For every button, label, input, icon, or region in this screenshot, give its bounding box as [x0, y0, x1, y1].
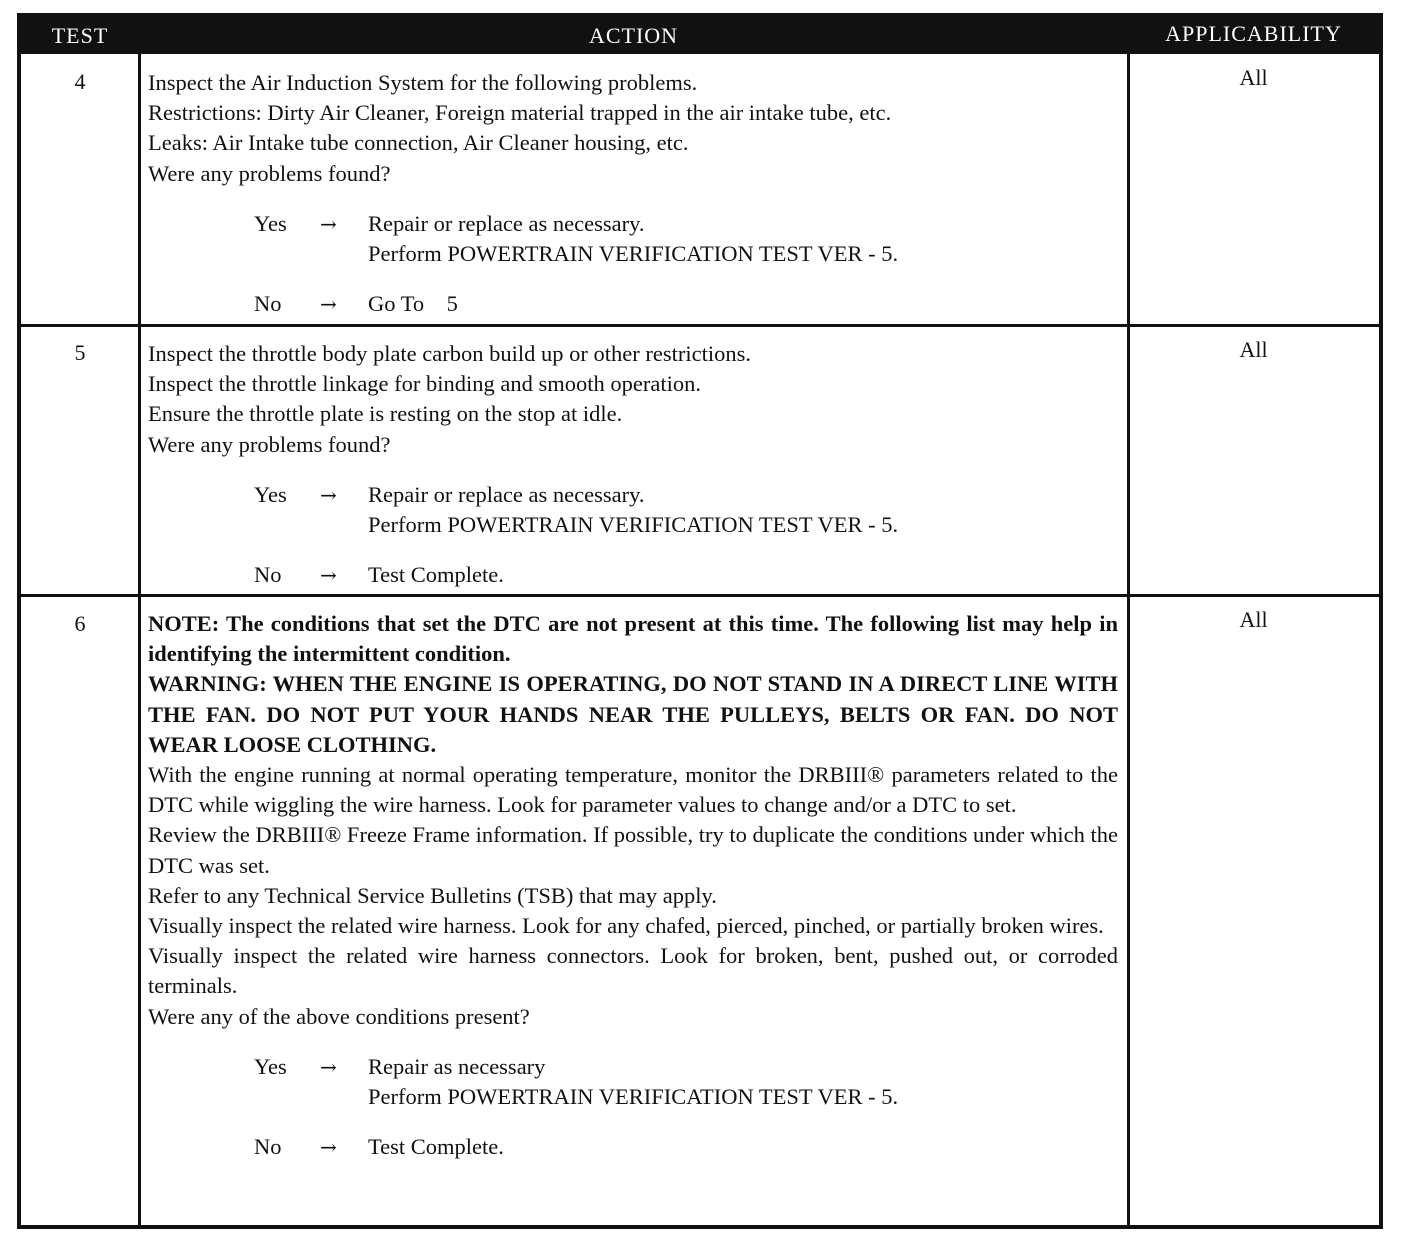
- yes-outcome-continued: [254, 1082, 1118, 1112]
- yes-action-text: Repair or replace as necessary.: [368, 210, 645, 236]
- yes-outcome: [254, 480, 1118, 510]
- action-line: Were any problems found?: [148, 160, 391, 186]
- arrow-right-icon: →: [320, 1134, 337, 1159]
- no-label: No: [254, 561, 282, 587]
- no-action-text: Test Complete.: [368, 561, 504, 587]
- verification-test-text: Perform POWERTRAIN VERIFICATION TEST VER - 5.: [368, 511, 899, 537]
- no-outcome: [254, 289, 1118, 319]
- test-number: 5: [74, 340, 86, 365]
- no-label: No: [254, 290, 282, 316]
- header-applicability: APPLICABILITY: [1165, 21, 1342, 46]
- table-row-test-4: [21, 54, 1379, 325]
- test-number: 4: [74, 69, 86, 94]
- action-line: Inspect the throttle linkage for binding and smooth operation.: [148, 371, 701, 397]
- arrow-right-icon: →: [320, 1054, 337, 1079]
- yes-outcome: [254, 209, 1118, 239]
- verification-test-text: Perform POWERTRAIN VERIFICATION TEST VER - 5.: [368, 1083, 899, 1109]
- action-line: Leaks: Air Intake tube connection, Air Cleaner housing, etc.: [148, 130, 689, 156]
- header-action: ACTION: [588, 23, 679, 48]
- yes-label: Yes: [254, 481, 287, 507]
- yes-outcome: [254, 1052, 1118, 1082]
- applicability-value: All: [1239, 65, 1268, 90]
- action-line: Inspect the Air Induction System for the following problems.: [148, 70, 698, 95]
- note-text: NOTE: The conditions that set the DTC are not present at this time. The following list may help in identifying the intermittent condition.: [148, 611, 1118, 667]
- arrow-right-icon: →: [320, 562, 337, 587]
- table-header: [21, 17, 1379, 54]
- diagnostic-table: [17, 13, 1383, 1229]
- no-outcome: [254, 560, 1118, 590]
- action-cell: [148, 68, 1118, 319]
- yes-action-text: Repair or replace as necessary.: [368, 481, 645, 507]
- no-label: No: [254, 1133, 282, 1159]
- action-line: Inspect the throttle body plate carbon build up or other restrictions.: [148, 341, 751, 366]
- action-paragraph: Refer to any Technical Service Bulletins (TSB) that may apply.: [148, 882, 717, 908]
- test-number: 6: [74, 611, 86, 636]
- no-action-text: Go To 5: [368, 290, 458, 316]
- arrow-right-icon: →: [320, 291, 337, 316]
- yes-label: Yes: [254, 210, 287, 236]
- verification-test-text: Perform POWERTRAIN VERIFICATION TEST VER - 5.: [368, 240, 899, 266]
- yes-action-text: Repair as necessary: [368, 1053, 546, 1079]
- action-paragraph: Visually inspect the related wire harness. Look for any chafed, pierced, pinched, or partially broken wires.: [148, 913, 1104, 939]
- action-cell: [148, 609, 1118, 1162]
- yes-outcome-continued: [254, 239, 1118, 269]
- arrow-right-icon: →: [320, 211, 337, 236]
- table-row-test-6: [21, 597, 1379, 1229]
- applicability-value: All: [1239, 607, 1268, 632]
- applicability-value: All: [1239, 337, 1268, 362]
- yes-outcome-continued: [254, 510, 1118, 540]
- action-cell: [148, 339, 1118, 590]
- action-paragraph: Visually inspect the related wire harness connectors. Look for broken, bent, pushed out, or corroded terminals.: [148, 943, 1118, 999]
- action-paragraph: Review the DRBIII® Freeze Frame information. If possible, try to duplicate the conditions under which the DTC was set.: [148, 822, 1118, 878]
- no-outcome: [254, 1132, 1118, 1162]
- action-line: Restrictions: Dirty Air Cleaner, Foreign material trapped in the air intake tube, etc.: [148, 100, 892, 126]
- action-paragraph: With the engine running at normal operating temperature, monitor the DRBIII® parameters related to the DTC while wiggling the wire harness. Look for parameter values to change and/or a DTC to set.: [148, 762, 1118, 818]
- action-line: Ensure the throttle plate is resting on the stop at idle.: [148, 401, 623, 427]
- table-row-test-5: [21, 327, 1379, 595]
- no-action-text: Test Complete.: [368, 1133, 504, 1159]
- arrow-right-icon: →: [320, 482, 337, 507]
- header-test: TEST: [51, 23, 109, 48]
- action-line: Were any problems found?: [148, 431, 391, 457]
- action-paragraph: Were any of the above conditions present?: [148, 1003, 530, 1029]
- warning-text: WARNING: WHEN THE ENGINE IS OPERATING, DO NOT STAND IN A DIRECT LINE WITH THE FAN. DO NOT PUT YOUR HANDS NEAR THE PULLEYS, BELTS OR FAN. DO NOT WEAR LOOSE CLOTHING.: [148, 671, 1118, 757]
- yes-label: Yes: [254, 1053, 287, 1079]
